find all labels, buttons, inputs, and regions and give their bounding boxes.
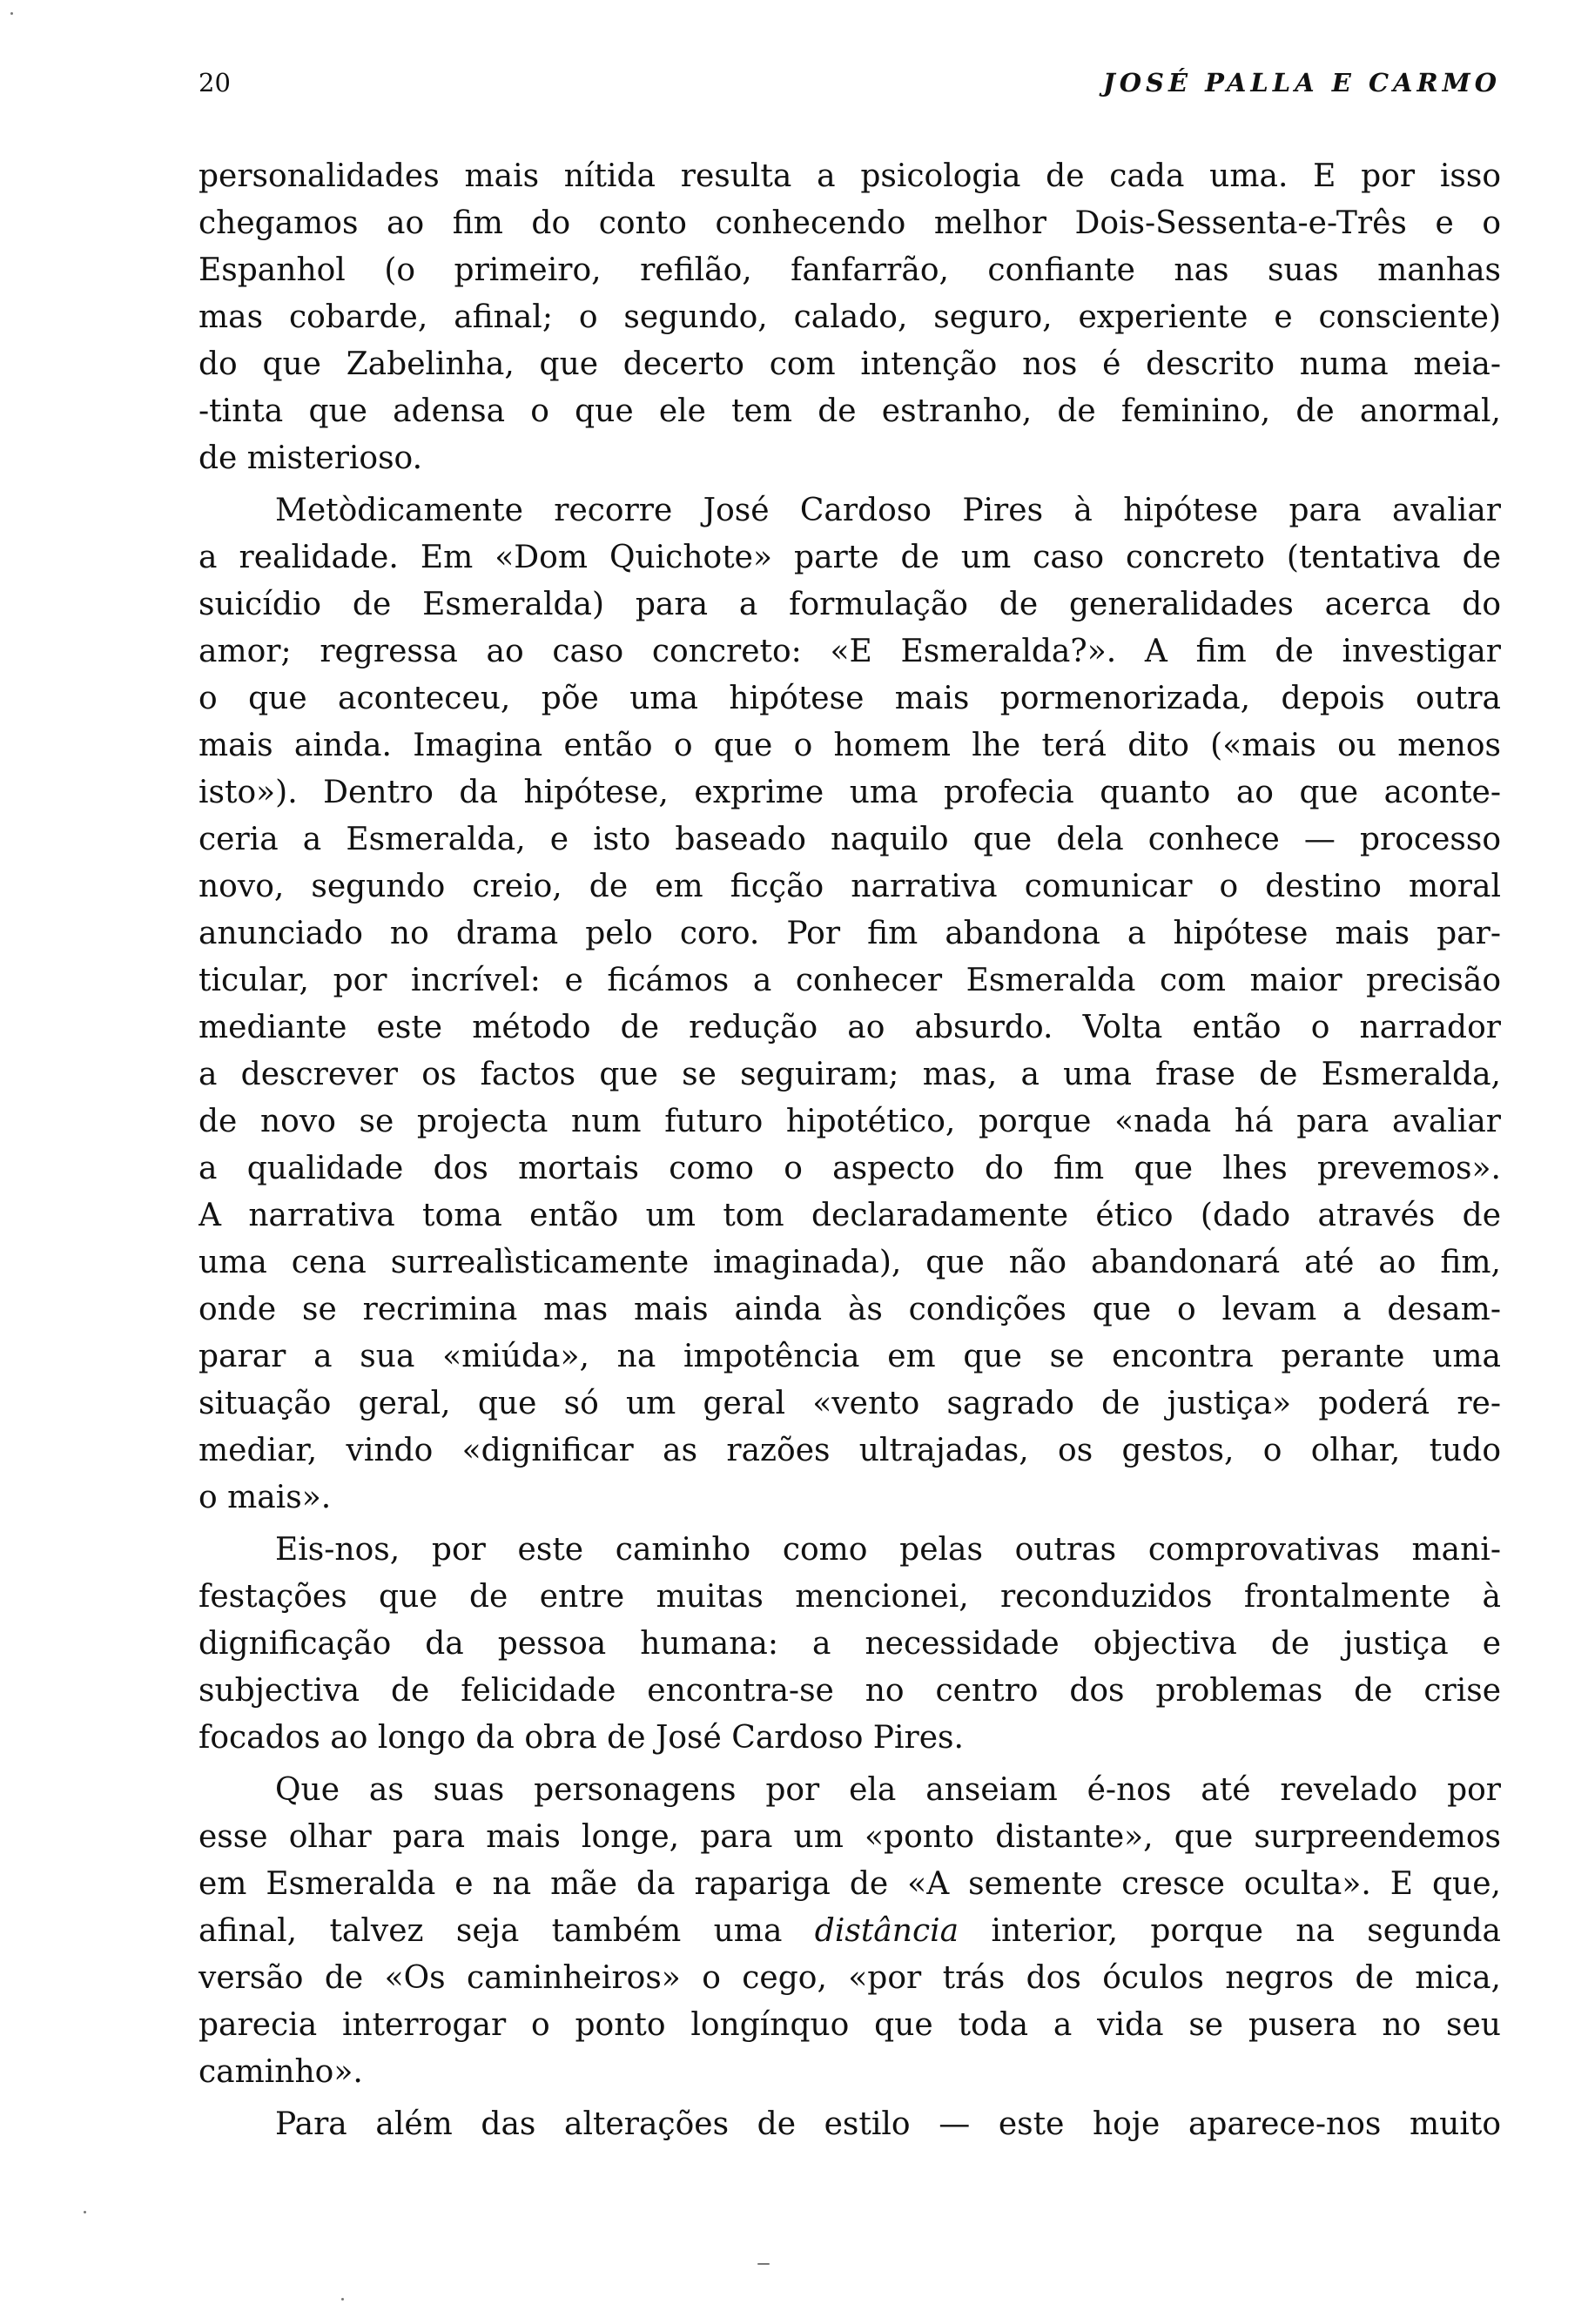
text-line: de misterioso. <box>198 440 423 476</box>
text-line: parar a sua «miúda», na impotência em que se encontra perante uma <box>198 1339 1501 1374</box>
emphasis: distância <box>814 1913 959 1949</box>
text-line: mediar, vindo «dignificar as razões ultrajadas, os gestos, o olhar, tudo <box>198 1433 1501 1468</box>
text-line: em Esmeralda e na mãe da rapariga de «A semente cresce oculta». E que, <box>198 1866 1501 1902</box>
text-line: isto»). Dentro da hipótese, exprime uma profecia quanto ao que aconte- <box>198 775 1501 810</box>
text-line: novo, segundo creio, de em ficção narrativa comunicar o destino moral <box>198 869 1501 904</box>
text-line: focados ao longo da obra de José Cardoso Pires. <box>198 1720 964 1756</box>
text-line: Metòdicamente recorre José Cardoso Pires à hipótese para avaliar <box>275 493 1501 528</box>
text-line: afinal, talvez seja também uma distância interior, porque na segunda <box>198 1913 1501 1949</box>
text-line: amor; regressa ao caso concreto: «E Esmeralda?». A fim de investigar <box>198 634 1501 669</box>
text-line: -tinta que adensa o que ele tem de estranho, de feminino, de anormal, <box>198 393 1501 429</box>
text-line: esse olhar para mais longe, para um «ponto distante», que surpreendemos <box>198 1819 1501 1855</box>
text-line: a qualidade dos mortais como o aspecto do fim que lhes prevemos». <box>198 1151 1501 1186</box>
text-line: Para além das alterações de estilo — este hoje aparece-nos muito <box>275 2106 1501 2142</box>
text-line: uma cena surrealìsticamente imaginada), que não abandonará até ao fim, <box>198 1245 1501 1280</box>
text-line: personalidades mais nítida resulta a psicologia de cada uma. E por isso <box>198 158 1501 194</box>
text-line: onde se recrimina mas mais ainda às condições que o levam a desam- <box>198 1292 1501 1327</box>
text-line: dignificação da pessoa humana: a necessidade objectiva de justiça e <box>198 1626 1501 1662</box>
text-line: versão de «Os caminheiros» o cego, «por trás dos óculos negros de mica, <box>198 1960 1501 1996</box>
text-line: o que aconteceu, põe uma hipótese mais pormenorizada, depois outra <box>198 681 1501 716</box>
text-line: ceria a Esmeralda, e isto baseado naquilo que dela conhece — processo <box>198 822 1501 857</box>
text-line: de novo se projecta num futuro hipotético, porque «nada há para avaliar <box>198 1104 1501 1139</box>
text-line: suicídio de Esmeralda) para a formulação de generalidades acerca do <box>198 587 1501 622</box>
text-line: parecia interrogar o ponto longínquo que toda a vida se pusera no seu <box>198 2007 1501 2043</box>
text-line: a realidade. Em «Dom Quichote» parte de um caso concreto (tentativa de <box>198 540 1501 575</box>
text-line: mas cobarde, afinal; o segundo, calado, seguro, experiente e consciente) <box>198 299 1501 335</box>
text-line: do que Zabelinha, que decerto com intenção nos é descrito numa meia- <box>198 346 1501 382</box>
text-line: Eis-nos, por este caminho como pelas outras comprovativas mani- <box>275 1532 1501 1568</box>
text-line: Que as suas personagens por ela anseiam é-nos até revelado por <box>275 1772 1501 1808</box>
text-line: ticular, por incrível: e ficámos a conhecer Esmeralda com maior precisão <box>198 963 1501 998</box>
text-line: situação geral, que só um geral «vento sagrado de justiça» poderá re- <box>198 1386 1501 1421</box>
running-head <box>198 61 1501 104</box>
text-line: a descrever os factos que se seguiram; mas, a uma frase de Esmeralda, <box>198 1057 1501 1092</box>
text-line: mediante este método de redução ao absurdo. Volta então o narrador <box>198 1010 1501 1045</box>
text-line: o mais». <box>198 1480 332 1515</box>
body-text <box>198 153 1501 2148</box>
text-line: A narrativa toma então um tom declaradamente ético (dado através de <box>198 1198 1501 1233</box>
text-line: festações que de entre muitas mencionei, reconduzidos frontalmente à <box>198 1579 1501 1615</box>
text-line: Espanhol (o primeiro, refilão, fanfarrão, confiante nas suas manhas <box>198 252 1501 288</box>
text-line: subjectiva de felicidade encontra-se no centro dos problemas de crise <box>198 1673 1501 1709</box>
page-number: 20 <box>198 68 231 97</box>
text-line: caminho». <box>198 2054 363 2090</box>
text-line: anunciado no drama pelo coro. Por fim abandona a hipótese mais par- <box>198 916 1501 951</box>
text-line: chegamos ao fim do conto conhecendo melhor Dois-Sessenta-e-Três e o <box>198 205 1501 241</box>
running-title: JOSÉ PALLA E CARMO <box>1103 68 1501 97</box>
text-line: mais ainda. Imagina então o que o homem lhe terá dito («mais ou menos <box>198 728 1501 763</box>
